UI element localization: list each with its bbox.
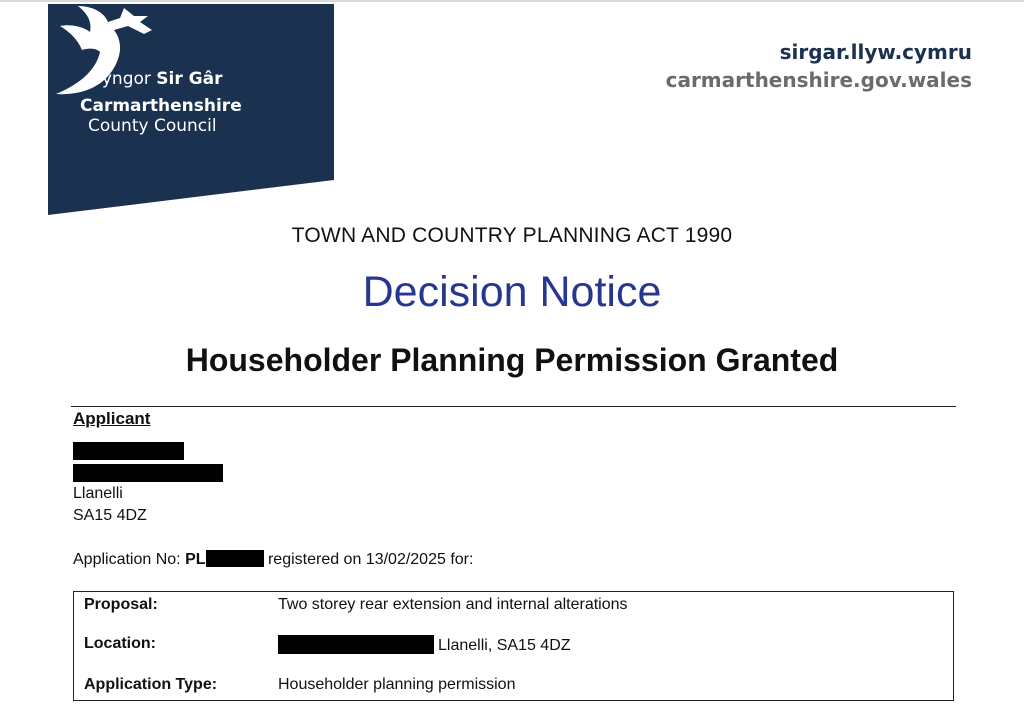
divider	[71, 406, 956, 407]
welsh-website-url[interactable]: sirgar.llyw.cymru	[779, 40, 972, 64]
dragon-icon	[48, 4, 158, 104]
application-type-value: Householder planning permission	[278, 676, 516, 693]
application-number-line: Application No: PL registered on 13/02/2025 for:	[73, 551, 474, 568]
decision-heading: Householder Planning Permission Granted	[185, 342, 839, 378]
logo-line-carmarthenshire: Carmarthenshire	[80, 96, 242, 116]
application-number: PL	[185, 551, 206, 568]
act-title: TOWN AND COUNTRY PLANNING ACT 1990	[291, 224, 733, 247]
application-type-label: Application Type:	[84, 676, 218, 693]
redacted-street	[73, 464, 223, 482]
decision-notice-title: Decision Notice	[362, 268, 662, 316]
logo-line-cyngor: Cyngor Sir Gâr	[90, 69, 223, 89]
redacted-location	[278, 635, 434, 654]
proposal-value: Two storey rear extension and internal alterations	[278, 596, 628, 613]
application-details-table	[73, 591, 954, 701]
top-rule	[0, 0, 1024, 2]
location-label: Location:	[84, 635, 156, 652]
applicant-label: Applicant	[73, 409, 151, 428]
redacted-name	[73, 442, 184, 460]
applicant-town: Llanelli	[73, 485, 123, 502]
location-value: Llanelli, SA15 4DZ	[278, 635, 571, 655]
applicant-postcode: SA15 4DZ	[73, 507, 147, 524]
english-website-url[interactable]: carmarthenshire.gov.wales	[665, 68, 972, 92]
council-logo	[48, 4, 334, 215]
redacted-application-number	[206, 550, 264, 567]
proposal-label: Proposal:	[84, 596, 158, 613]
logo-line-county-council: County Council	[88, 116, 217, 136]
